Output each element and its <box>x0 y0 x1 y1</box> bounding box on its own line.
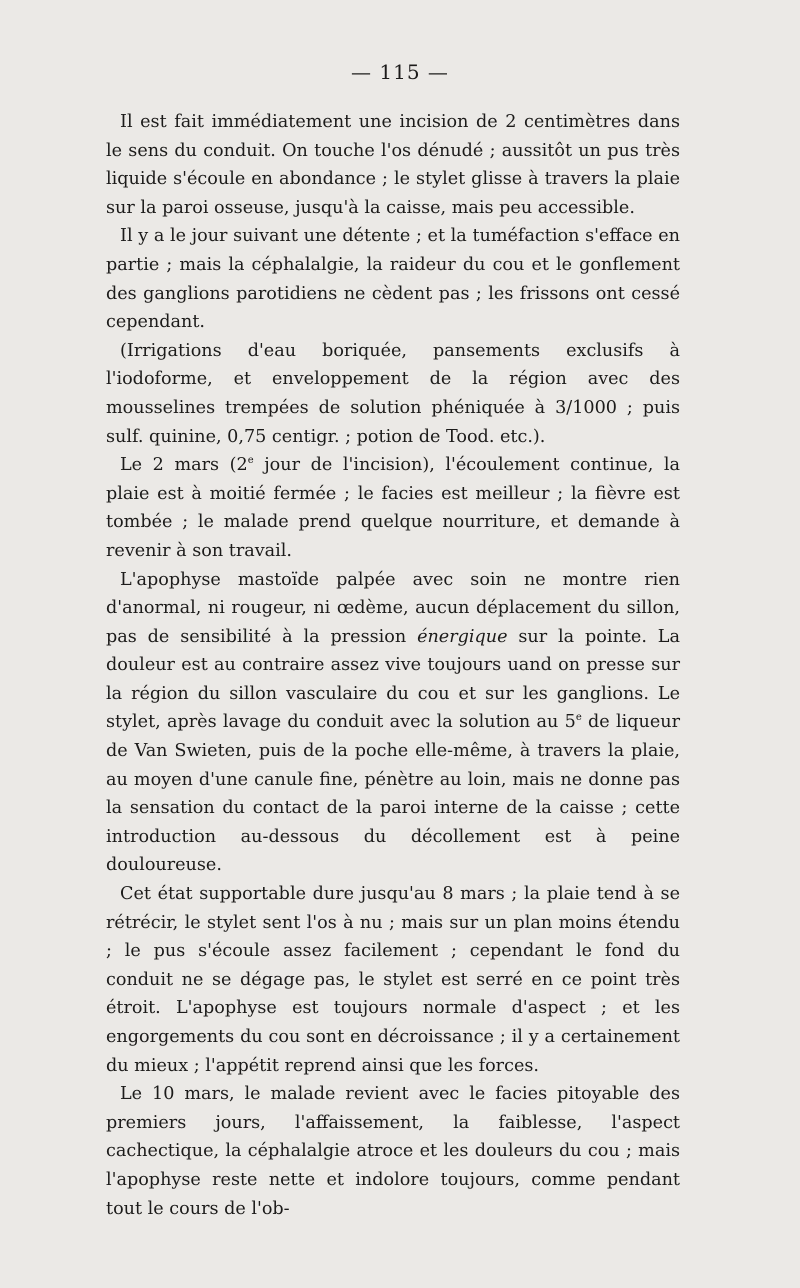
paragraph-mastoid-middle: sur la pointe. La douleur est au contraire assez vive toujours uand on presse sur la région du sillon vasculaire du cou et sur les ganglions. Le stylet, après lavage du conduit avec la solution au 5 <box>106 626 680 733</box>
paragraph-mastoid-end: de liqueur de Van Swieten, puis de la poche elle-même, à travers la plaie, au moyen d'une canule fine, pénètre au loin, mais ne donne pas la sensation du contact de la paroi interne de la caisse ; cette introduction au-dessous du décollement est à peine douloureuse. <box>106 712 680 876</box>
page-number: — 115 — <box>351 60 449 84</box>
paragraph-march-10: Le 10 mars, le malade revient avec le facies pitoyable des premiers jours, l'affaissement, la faiblesse, l'aspect cachectique, la céphalalgie atroce et les douleurs du cou ; mais l'apophyse reste nette et indolore toujours, comme pendant tout le cours de l'ob- <box>106 1084 680 1219</box>
italic-energique: énergique <box>417 626 508 647</box>
paragraph-march-2-end: jour de l'incision), l'écoulement continue, la plaie est à moitié fermée ; le facies est meilleur ; la fièvre est tombée ; le malade prend quelque nourriture, et demande à revenir à son travail. <box>106 455 680 561</box>
paragraph-march-2 <box>106 451 680 565</box>
paragraph-march-2-start: Le 2 mars (2 <box>120 455 248 476</box>
superscript-e: e <box>247 455 254 467</box>
paragraph-next-day: Il y a le jour suivant une détente ; et la tuméfaction s'efface en partie ; mais la céphalalgie, la raideur du cou et le gonflement des ganglions parotidiens ne cèdent pas ; les frissons ont cessé cependant. <box>106 226 680 333</box>
superscript-e: e <box>575 712 582 724</box>
paragraph-mastoid-start: L'apophyse mastoïde palpée avec soin ne montre rien d'anormal, ni rougeur, ni œdème, aucun déplacement du sillon, pas de sensibilité à la pression <box>106 569 680 647</box>
paragraph-mastoid <box>106 566 680 881</box>
paragraph-incision: Il est fait immédiatement une incision de 2 centimètres dans le sens du conduit. On touche l'os dénudé ; aussitôt un pus très liquide s'écoule en abondance ; le stylet glisse à travers la plaie sur la paroi osseuse, jusqu'à la caisse, mais peu accessible. <box>106 112 680 218</box>
body-text <box>106 108 680 1223</box>
paragraph-march-8: Cet état supportable dure jusqu'au 8 mars ; la plaie tend à se rétrécir, le stylet sent l'os à nu ; mais sur un plan moins étendu ; le pus s'écoule assez facilement ; cependant le fond du conduit ne se dégage pas, le stylet est serré en ce point très étroit. L'apophyse est toujours normale d'aspect ; et les engorgements du cou sont en décroissance ; il y a certainement du mieux ; l'appétit reprend ainsi que les forces. <box>106 884 680 1076</box>
paragraph-treatment: (Irrigations d'eau boriquée, pansements exclusifs à l'iodoforme, et enveloppement de la région avec des mousselines trempées de solution phéniquée à 3/1000 ; puis sulf. quinine, 0,75 centigr. ; potion de Tood. etc.). <box>106 340 680 447</box>
